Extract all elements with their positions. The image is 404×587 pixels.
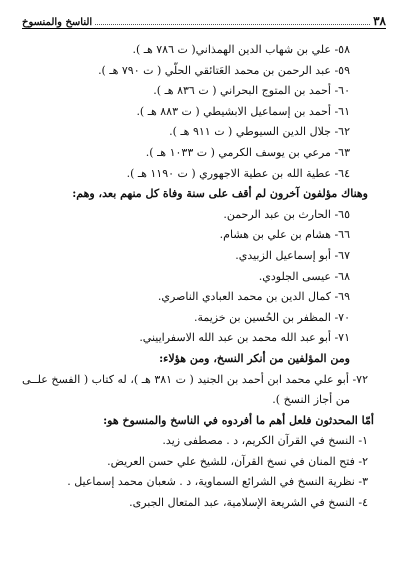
running-title: الناسخ والمنسوخ [22,17,93,28]
section-intro: ومن المؤلفين من أنكر النسخ، ومن هؤلاء: [159,351,350,365]
list-item: ٦٧- أبو إسماعيل الزبيدي. [235,248,350,262]
list-item: ٥٨- علي بن شهاب الدين الهمذاني( ت ٧٨٦ هـ ). [132,43,350,56]
page-header [22,10,386,29]
page-number: ٣٨ [373,14,386,28]
list-item: ٧١- أبو عبد الله محمد بن عبد الله الاسفراييني. [139,331,350,345]
list-item: ١- النسخ في القرآن الكريم، د . مصطفى زيد. [162,434,368,448]
section-intro: وهناك مؤلفون آخرون لم أقف على سنة وفاة كل منهم بعد، وهم: [72,187,368,201]
list-item: ٥٩- عبد الرحمن بن محمد العَتائقي الحلّي ( ت ٧٩٠ هـ ). [98,63,350,77]
header-dotted-leader [95,23,370,25]
list-item: ٦١- أحمد بن إسماعيل الابشيطي ( ت ٨٨٣ هـ ). [136,104,350,118]
list-item-continuation: من أجاز النسخ ). [272,393,350,407]
list-item: ٦٩- كمال الدين بن محمد العبادي الناصري. [157,290,350,304]
section-intro: أمّا المحدثون فلعل أهم ما أفردوه في الناسخ والمنسوخ هو: [103,413,374,427]
list-item: ٦٣- مرعي بن يوسف الكرمي ( ت ١٠٣٣ هـ ). [145,145,350,159]
list-item: ٢- فتح المنان في نسخ القرآن، للشيخ علي حسن العريض. [107,454,368,468]
list-item: ٦٤- عطية الله بن عطية الاجهوري ( ت ١١٩٠ هـ ). [126,166,350,180]
list-item: ٤- النسخ في الشريعة الإسلامية، عبد المتعال الجبرى. [129,496,368,510]
list-item: ٦٥- الحارث بن عبد الرحمن. [223,207,350,221]
list-item: ٧٠- المظفر بن الحُسين بن خزيمة. [193,310,350,324]
list-item: ٦٨- عيسى الجلودي. [258,269,350,283]
list-item: ٦٦- هشام بن علي بن هشام. [219,228,350,242]
page-body [22,40,374,514]
list-item: ٧٢- أبو علي محمد ابن أحمد بن الجنيد ( ت ٣٨١ هـ )، له كتاب ( الفسخ علــى [22,372,368,386]
list-item: ٦٠- أحمد بن المتوج البحراني ( ت ٨٣٦ هـ ). [153,84,350,98]
list-item: ٣- نظرية النسخ في الشرائع السماوية، د . شعبان محمد إسماعيل . [67,475,368,489]
list-item: ٦٢- جلال الدين السيوطي ( ت ٩١١ هـ ). [169,125,350,139]
